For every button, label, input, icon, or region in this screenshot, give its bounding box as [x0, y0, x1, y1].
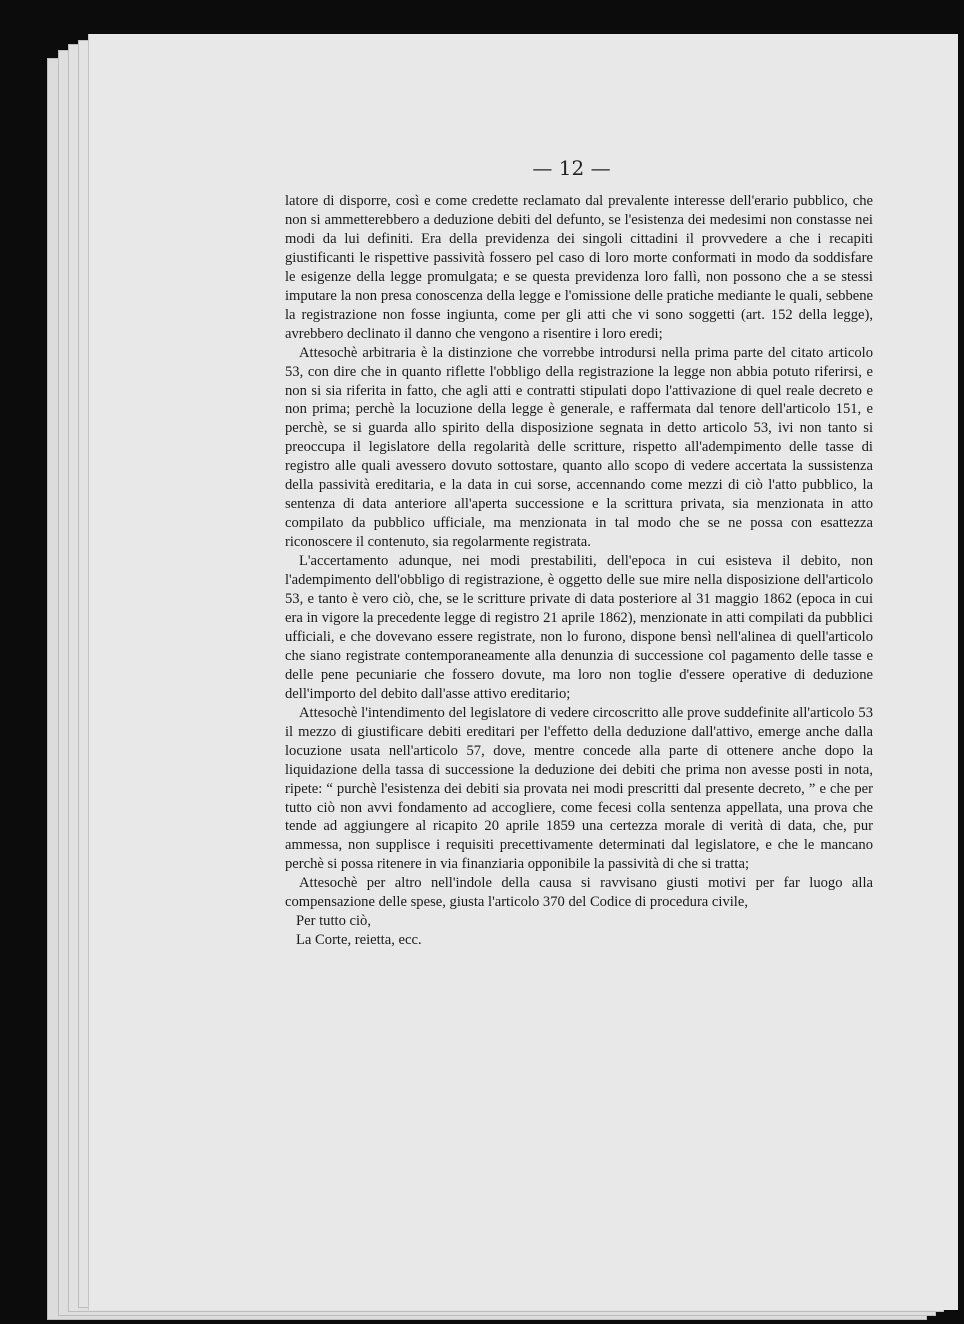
closing-line: Per tutto ciò, [296, 913, 371, 930]
document-page [88, 34, 958, 1310]
paragraph: Attesochè arbitraria è la distinzione che vorrebbe introdursi nella prima parte del citato articolo 53, con dire che in quanto riflette l'obbligo della registrazione la legge non abbia potuto riferirsi, e non si sia riferita in fatto, che agli atti e contratti stipulati dopo l'attivazione di quel reale decreto e non prima; perchè la locuzione della legge è generale, e raffermata dal tenore dell'articolo 151, e perchè, se si guarda allo spirito della disposizione segnata in detto articolo 53, ivi non tanto si preoccupa il legislatore della regolarità delle scritture, rispetto all'adempimento delle tasse di registro alle quali avessero dovuto sottostare, quanto allo scopo di vedere accertata la sussistenza della passività ereditaria, e la data in cui sorse, accennando come mezzi di ciò l'atto pubblico, la sentenza di data anteriore all'aperta successione e la scrittura privata, sia menzionata in atto compilato da pubblico ufficiale, ma menzionata in tal modo che se ne possa con esattezza riconoscere il contenuto, sia regolarmente registrata. [285, 344, 873, 551]
page-number: — 12 — [532, 156, 611, 180]
paragraph: Attesochè l'intendimento del legislatore di vedere circoscritto alle prove suddefinite all'articolo 53 il mezzo di giustificare debiti ereditari per l'effetto della deduzione dall'attivo, emerge anche dalla locuzione usata nell'articolo 57, dove, mentre concede alla parte di ottenere anche dopo la liquidazione della tassa di successione la deduzione dei debiti che prima non avesse posti in nota, ripete: “ purchè l'esistenza dei debiti sia provata nei modi prescritti dal presente decreto, ” e che per tutto ciò non avvi fondamento ad accogliere, come fecesi colla sentenza appellata, una prova che tende ad aggiungere al ricapito 20 aprile 1859 una certezza morale di verità di data, che, pur ammessa, non supplisce i requisiti precettivamente determinati dal legislatore, e che le mancano perchè si possa ritenere in via finanziaria opponibile la passività di che si tratta; [285, 704, 873, 873]
closing-line: La Corte, reietta, ecc. [296, 932, 422, 949]
paragraph: L'accertamento adunque, nei modi prestabiliti, dell'epoca in cui esisteva il debito, non l'adempimento dell'obbligo di registrazione, è oggetto delle sue mire nella disposizione dell'articolo 53, e tanto è vero ciò, che, se le scritture private di data posteriore al 31 maggio 1862 (epoca in cui era in vigore la precedente legge di registro 21 aprile 1862), menzionate in atti compilati da pubblici ufficiali, e che dovevano essere registrate, non lo furono, dispone bensì nell'alinea di quell'articolo che siano registrate contemporaneamente alla denunzia di successione col pagamento delle tasse e delle pene pecuniarie che fossero dovute, ma loro non toglie d'essere operative di deduzione dell'importo del debito dall'asse attivo ereditario; [285, 553, 873, 702]
paragraph: Attesochè per altro nell'indole della causa si ravvisano giusti motivi per far luogo alla compensazione delle spese, giusta l'articolo 370 del Codice di procedura civile, [285, 875, 873, 911]
body-text [285, 192, 873, 950]
paragraph: latore di disporre, così e come credette reclamato dal prevalente interesse dell'erario pubblico, che non si ammetterebbero a deduzione debiti del defunto, se l'esistenza dei medesimi non constasse nei modi da lui definiti. Era della previdenza dei singoli cittadini il provvedere a che i recapiti giustificanti le rispettive passività fossero pel caso di loro morte conformati in modo da soddisfare le esigenze della legge promulgata; e se questa previdenza loro fallì, non possono che a se stessi imputare la non presa conoscenza della legge e l'omissione delle pratiche mediante le quali, sebbene la registrazione non fosse ingiunta, come per gli atti che vi sono soggetti (art. 152 della legge), avrebbero declinato il danno che vengono a risentire i loro eredi; [285, 193, 873, 342]
